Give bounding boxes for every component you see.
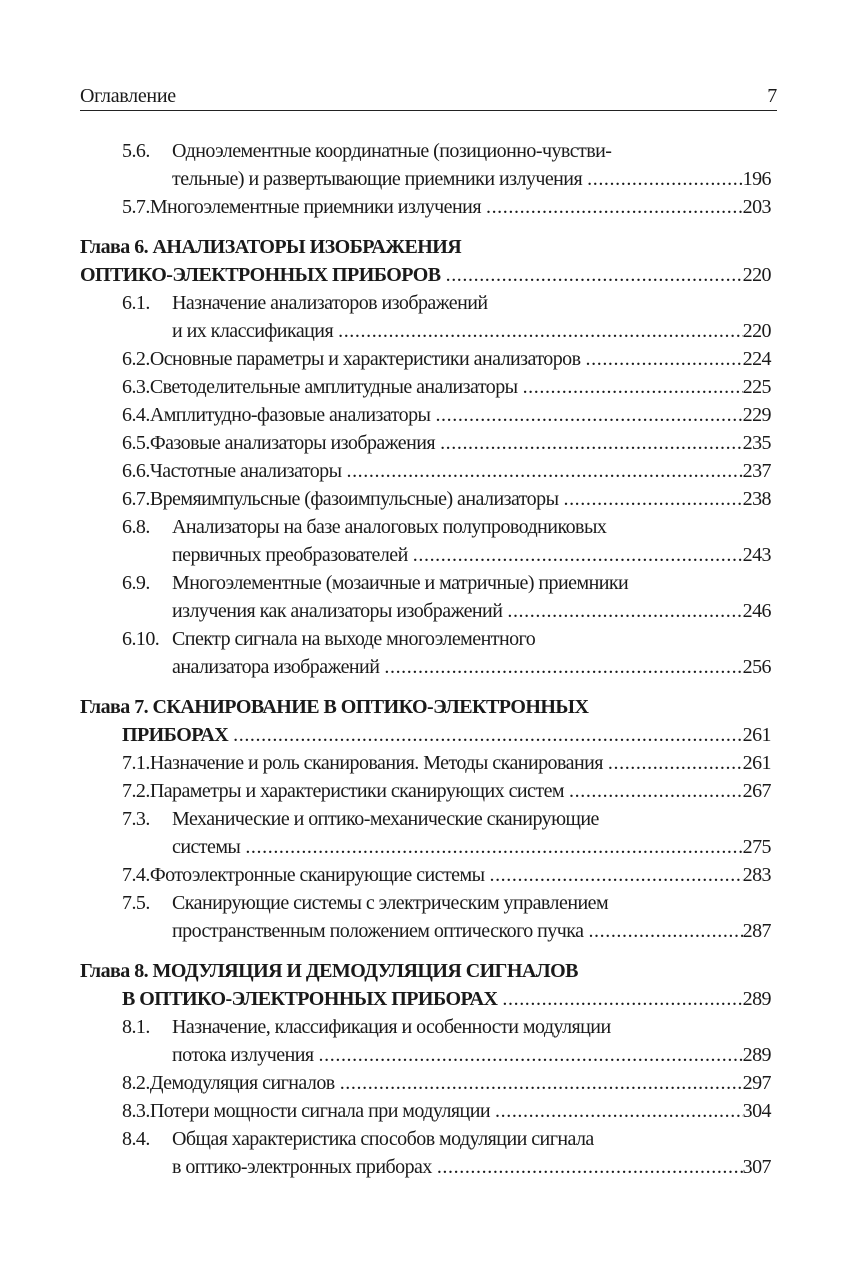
- dot-leader: [341, 457, 742, 485]
- chapter-block: [80, 233, 771, 681]
- dot-leader: [481, 193, 743, 221]
- dot-leader: [484, 861, 742, 889]
- chapter-title: ОПТИКО-ЭЛЕКТРОННЫХ ПРИБОРОВ: [80, 264, 441, 286]
- chapter-title-line: [80, 721, 771, 749]
- chapter-block: [80, 957, 771, 1181]
- toc-entry: [80, 1097, 771, 1125]
- toc-entry-line: [80, 373, 771, 401]
- section-title-line: Фотоэлектронные сканирующие системы: [149, 864, 485, 886]
- section-title-line: Назначение анализаторов изображений: [172, 292, 488, 314]
- dot-leader: [408, 541, 743, 569]
- section-title-line: Одноэлементные координатные (позиционно-чувстви-: [172, 140, 612, 162]
- toc-entry: [80, 193, 771, 221]
- chapter-title: В ОПТИКО-ЭЛЕКТРОННЫХ ПРИБОРАХ: [122, 988, 498, 1010]
- toc-entry-line: [80, 653, 771, 681]
- section-number: 8.2.: [122, 1072, 150, 1094]
- chapter-title: ПРИБОРАХ: [122, 724, 229, 746]
- toc-entry-line: [80, 165, 771, 193]
- dot-leader: [333, 317, 743, 345]
- toc-entry: [80, 625, 771, 681]
- toc-entry: [80, 777, 771, 805]
- section-number: 6.9.: [122, 572, 150, 594]
- pre-sections: [80, 137, 771, 221]
- section-title-line: Анализаторы на базе аналоговых полупроводниковых: [172, 516, 607, 538]
- toc-entry-line: [80, 541, 771, 569]
- section-title-line: Времяимпульсные (фазоимпульсные) анализаторы: [149, 488, 559, 510]
- chapter-title-line: [80, 693, 771, 721]
- section-page: 256: [742, 656, 771, 678]
- section-page: 289: [742, 1044, 771, 1066]
- toc-entry-line: [80, 317, 771, 345]
- section-number: 7.5.: [122, 892, 150, 914]
- toc-entry: [80, 485, 771, 513]
- toc-entry: [80, 345, 771, 373]
- dot-leader: [518, 373, 743, 401]
- toc-entry: [80, 137, 771, 193]
- section-page: 229: [742, 404, 771, 426]
- section-number: 7.3.: [122, 808, 150, 830]
- section-page: 196: [742, 168, 771, 190]
- section-number: 5.6.: [122, 140, 150, 162]
- toc-entry: [80, 1125, 771, 1181]
- toc-entry: [80, 861, 771, 889]
- chapter-title-line: [80, 261, 771, 289]
- toc-entry-line: [80, 1069, 771, 1097]
- dot-leader: [240, 833, 742, 861]
- toc-entry-line: [80, 345, 771, 373]
- toc-entry-line: [80, 429, 771, 457]
- toc-entry-line: [80, 193, 771, 221]
- dot-leader: [490, 1097, 743, 1125]
- section-page: 287: [742, 920, 771, 942]
- toc-entry: [80, 889, 771, 945]
- section-title-line: излучения как анализаторы изображений: [172, 600, 503, 622]
- dot-leader: [583, 917, 742, 945]
- section-title-line: Многоэлементные приемники излучения: [149, 196, 481, 218]
- page-number: 7: [767, 85, 777, 107]
- dot-leader: [314, 1041, 743, 1069]
- section-page: 283: [742, 864, 771, 886]
- section-title-line: в оптико-электронных приборах: [172, 1156, 432, 1178]
- dot-leader: [335, 1069, 743, 1097]
- toc-entry-line: [80, 889, 771, 917]
- section-title-line: и их классификация: [172, 320, 334, 342]
- toc-entry-line: [80, 917, 771, 945]
- toc-entry-line: [80, 625, 771, 653]
- chapter-title-line: [80, 957, 771, 985]
- section-number: 7.4.: [122, 864, 150, 886]
- section-number: 8.1.: [122, 1016, 150, 1038]
- dot-leader: [228, 721, 743, 749]
- section-title-line: Механические и оптико-механические сканирующие: [172, 808, 599, 830]
- section-title-line: Сканирующие системы с электрическим управлением: [172, 892, 609, 914]
- toc-entry-line: [80, 137, 771, 165]
- section-title-line: Частотные анализаторы: [149, 460, 342, 482]
- toc-entry-line: [80, 749, 771, 777]
- toc-entry-line: [80, 569, 771, 597]
- dot-leader: [502, 597, 742, 625]
- section-number: 8.4.: [122, 1128, 150, 1150]
- toc-entry-line: [80, 1041, 771, 1069]
- dot-leader: [558, 485, 742, 513]
- section-page: 267: [742, 780, 771, 802]
- section-page: 220: [742, 320, 771, 342]
- section-page: 203: [742, 196, 771, 218]
- dot-leader: [564, 777, 743, 805]
- dot-leader: [441, 261, 743, 289]
- section-title-line: потока излучения: [172, 1044, 314, 1066]
- chapter-title-line: [80, 233, 771, 261]
- section-title-line: Многоэлементные (мозаичные и матричные) приемники: [172, 572, 629, 594]
- chapter-title: Глава 6. АНАЛИЗАТОРЫ ИЗОБРАЖЕНИЯ: [80, 236, 462, 258]
- section-number: 5.7.: [122, 196, 150, 218]
- section-number: 7.2.: [122, 780, 150, 802]
- toc-entry: [80, 457, 771, 485]
- section-page: 224: [742, 348, 771, 370]
- chapter-title: Глава 8. МОДУЛЯЦИЯ И ДЕМОДУЛЯЦИЯ СИГНАЛОВ: [80, 960, 578, 982]
- chapter-page: 220: [742, 264, 771, 286]
- section-page: 237: [742, 460, 771, 482]
- dot-leader: [582, 165, 743, 193]
- running-header-title: Оглавление: [80, 85, 176, 107]
- section-number: 8.3.: [122, 1100, 150, 1122]
- toc-entry-line: [80, 1013, 771, 1041]
- toc-entry-line: [80, 457, 771, 485]
- section-title-line: Общая характеристика способов модуляции сигнала: [172, 1128, 594, 1150]
- toc-entry-line: [80, 833, 771, 861]
- dot-leader: [430, 401, 742, 429]
- section-title-line: Демодуляция сигналов: [149, 1072, 335, 1094]
- chapter-page: 289: [742, 988, 771, 1010]
- section-title-line: первичных преобразователей: [172, 544, 408, 566]
- section-title-line: Назначение и роль сканирования. Методы сканирования: [149, 752, 603, 774]
- section-number: 6.2.: [122, 348, 150, 370]
- chapter-title: Глава 7. СКАНИРОВАНИЕ В ОПТИКО-ЭЛЕКТРОННЫХ: [80, 696, 589, 718]
- section-title-line: Спектр сигнала на выходе многоэлементного: [172, 628, 536, 650]
- section-page: 243: [742, 544, 771, 566]
- toc-entry: [80, 513, 771, 569]
- toc-entry-line: [80, 1125, 771, 1153]
- toc-entry-line: [80, 1153, 771, 1181]
- section-page: 275: [742, 836, 771, 858]
- section-title-line: анализатора изображений: [172, 656, 380, 678]
- toc-entry-line: [80, 513, 771, 541]
- toc-entry-line: [80, 777, 771, 805]
- toc-entry-line: [80, 289, 771, 317]
- section-number: 6.6.: [122, 460, 150, 482]
- section-title-line: Амплитудно-фазовые анализаторы: [149, 404, 431, 426]
- toc-entry-line: [80, 1097, 771, 1125]
- section-title-line: системы: [172, 836, 241, 858]
- section-page: 307: [742, 1156, 771, 1178]
- dot-leader: [497, 985, 742, 1013]
- section-page: 261: [742, 752, 771, 774]
- section-number: 6.8.: [122, 516, 150, 538]
- section-number: 6.3.: [122, 376, 150, 398]
- section-number: 6.1.: [122, 292, 150, 314]
- section-page: 297: [742, 1072, 771, 1094]
- section-number: 6.5.: [122, 432, 150, 454]
- toc-entry-line: [80, 861, 771, 889]
- section-title-line: Светоделительные амплитудные анализаторы: [149, 376, 518, 398]
- toc-entry-line: [80, 597, 771, 625]
- toc-entry: [80, 289, 771, 345]
- section-page: 304: [742, 1100, 771, 1122]
- section-title-line: Основные параметры и характеристики анализаторов: [149, 348, 581, 370]
- section-title-line: Потери мощности сигнала при модуляции: [149, 1100, 491, 1122]
- section-title-line: тельные) и развертывающие приемники излучения: [172, 168, 583, 190]
- toc-entry: [80, 749, 771, 777]
- section-page: 235: [742, 432, 771, 454]
- chapter-block: [80, 693, 771, 945]
- toc-entry-line: [80, 805, 771, 833]
- section-number: 6.10.: [122, 628, 160, 650]
- section-title-line: пространственным положением оптического пучка: [172, 920, 584, 942]
- dot-leader: [435, 429, 743, 457]
- section-page: 225: [742, 376, 771, 398]
- chapter-page: 261: [742, 724, 771, 746]
- section-page: 246: [742, 600, 771, 622]
- section-page: 238: [742, 488, 771, 510]
- table-of-contents: [80, 137, 771, 1181]
- section-number: 6.7.: [122, 488, 150, 510]
- toc-entry: [80, 373, 771, 401]
- toc-entry: [80, 401, 771, 429]
- chapter-title-line: [80, 985, 771, 1013]
- section-number: 7.1.: [122, 752, 150, 774]
- dot-leader: [379, 653, 742, 681]
- toc-entry: [80, 1013, 771, 1069]
- running-header: [80, 84, 777, 111]
- section-number: 6.4.: [122, 404, 150, 426]
- toc-entry: [80, 429, 771, 457]
- section-title-line: Фазовые анализаторы изображения: [149, 432, 436, 454]
- toc-entry-line: [80, 401, 771, 429]
- section-title-line: Параметры и характеристики сканирующих систем: [149, 780, 565, 802]
- toc-entry: [80, 805, 771, 861]
- toc-entry: [80, 569, 771, 625]
- toc-entry: [80, 1069, 771, 1097]
- section-title-line: Назначение, классификация и особенности модуляции: [172, 1016, 611, 1038]
- toc-entry-line: [80, 485, 771, 513]
- dot-leader: [581, 345, 743, 373]
- dot-leader: [432, 1153, 743, 1181]
- dot-leader: [603, 749, 743, 777]
